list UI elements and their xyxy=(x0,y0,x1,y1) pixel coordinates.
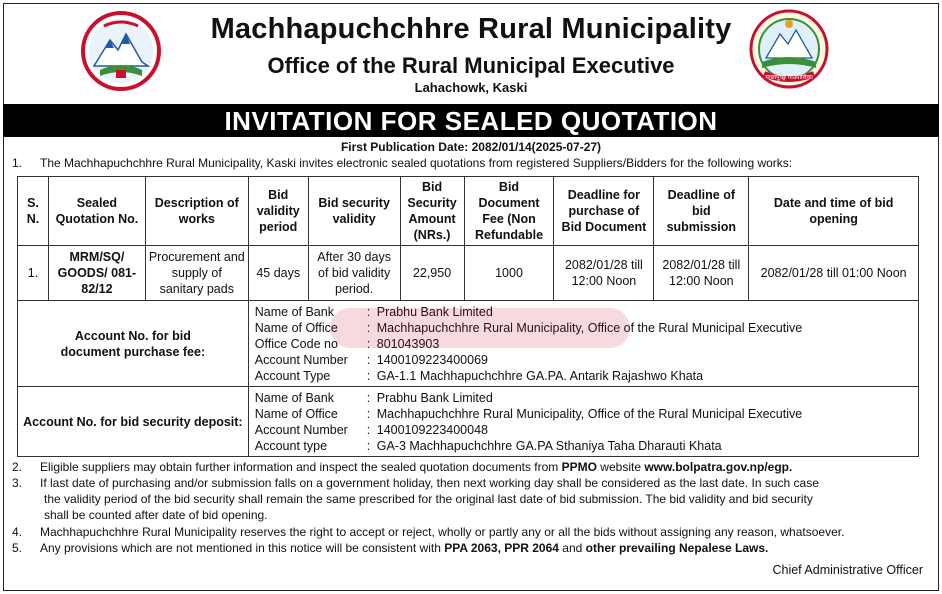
cell-security-validity: After 30 days of bid validity period. xyxy=(308,246,400,301)
publication-date: First Publication Date: 2082/01/14(2025-07-27) xyxy=(340,140,602,154)
cell-validity: 45 days xyxy=(248,246,308,301)
note-5: 5. Any provisions which are not mentioned in this notice will be consistent with PPA 2063, PPR 2064 and other prevailing Nepalese Laws. xyxy=(12,541,769,555)
acct2-number: Account Number : 1400109223400048 xyxy=(254,422,488,437)
table-row xyxy=(18,246,919,301)
header-security-validity: Bid security validity xyxy=(308,177,400,246)
acct1-bank: Name of Bank : Prabhu Bank Limited xyxy=(254,304,493,319)
account-purchase-details xyxy=(248,301,918,387)
cell-quotation-no: MRM/SQ/ GOODS/ 081-82/12 xyxy=(48,246,145,301)
header-validity: Bid validity period xyxy=(248,177,308,246)
note-2: 2. Eligible suppliers may obtain further information and inspect the sealed quotation documents from PPMO website www.bolpatra.gov.np/egp. xyxy=(12,460,793,474)
acct1-office-code: Office Code no : 801043903 xyxy=(254,336,440,351)
header-document-fee: Bid Document Fee (Non Refundable xyxy=(464,177,554,246)
header-deadline-submission: Deadline of bid submission xyxy=(654,177,749,246)
header-sn: S. N. xyxy=(18,177,49,246)
cell-security-amount: 22,950 xyxy=(400,246,464,301)
header-quotation-no: Sealed Quotation No. xyxy=(48,177,145,246)
acct1-type: Account Type : GA-1.1 Machhapuchchhre GA.PA. Antarik Rajashwo Khata xyxy=(254,368,704,383)
account-security-row xyxy=(18,387,919,457)
note-3: 3. If last date of purchasing and/or submission falls on a government holiday, then next working day shall be considered as the last date. In such case the validity period of the bid security shall remain the same prescribed for the original last date of bid submission. The bid validity and bid security shall be counted after date of bid opening. xyxy=(12,476,819,522)
office-location: Lahachowk, Kaski xyxy=(414,80,528,95)
cell-sn: 1. xyxy=(18,246,49,301)
table-header-row xyxy=(18,177,919,246)
office-subtitle: Office of the Rural Municipal Executive xyxy=(267,53,675,78)
intro-text: The Machhapuchchhre Rural Municipality, Kaski invites electronic sealed quotations from registered Suppliers/Bidders for the following works: xyxy=(40,156,793,170)
cell-deadline-submission: 2082/01/28 till 12:00 Noon xyxy=(654,246,749,301)
header-opening: Date and time of bid opening xyxy=(749,177,919,246)
account-purchase-row xyxy=(18,301,919,387)
invitation-banner: INVITATION FOR SEALED QUOTATION xyxy=(3,104,939,137)
acct2-office: Name of Office : Machhapuchchhre Rural Municipality, Office of the Rural Municipal Executive xyxy=(254,406,803,421)
acct1-number: Account Number : 1400109223400069 xyxy=(254,352,488,367)
cell-deadline-purchase: 2082/01/28 till 12:00 Noon xyxy=(554,246,654,301)
account-security-details xyxy=(248,387,918,457)
header-description: Description of works xyxy=(145,177,248,246)
quotation-table xyxy=(17,176,919,457)
municipality-seal-logo xyxy=(748,8,830,90)
acct1-office: Name of Office : Machhapuchchhre Rural Municipality, Office of the Rural Municipal Executive xyxy=(254,320,803,335)
cell-description: Procurement and supply of sanitary pads xyxy=(145,246,248,301)
header-deadline-purchase: Deadline for purchase of Bid Document xyxy=(554,177,654,246)
account-purchase-label: Account No. for bid document purchase fee: xyxy=(18,301,249,387)
note-4: 4. Machhapuchchhre Rural Municipality reserves the right to accept or reject, wholly or partly any or all the bids without assigning any reason, whatsoever. xyxy=(12,525,845,539)
header-security-amount: Bid Security Amount (NRs.) xyxy=(400,177,464,246)
intro-paragraph xyxy=(8,155,792,171)
cell-document-fee: 1000 xyxy=(464,246,554,301)
intro-number: 1. xyxy=(12,156,23,170)
acct2-type: Account type : GA-3 Machhapuchchhre GA.PA Sthaniya Taha Dharauti Khata xyxy=(254,438,722,453)
signature-title: Chief Administrative Officer xyxy=(772,563,923,577)
cell-opening: 2082/01/28 till 01:00 Noon xyxy=(749,246,919,301)
municipality-title: Machhapuchchhre Rural Municipality xyxy=(210,13,732,45)
seal-text: माछापुच्छ्रे गाउँपालिका xyxy=(765,74,813,81)
header xyxy=(0,0,942,102)
account-security-label: Account No. for bid security deposit: xyxy=(18,387,249,457)
acct2-bank: Name of Bank : Prabhu Bank Limited xyxy=(254,390,493,405)
